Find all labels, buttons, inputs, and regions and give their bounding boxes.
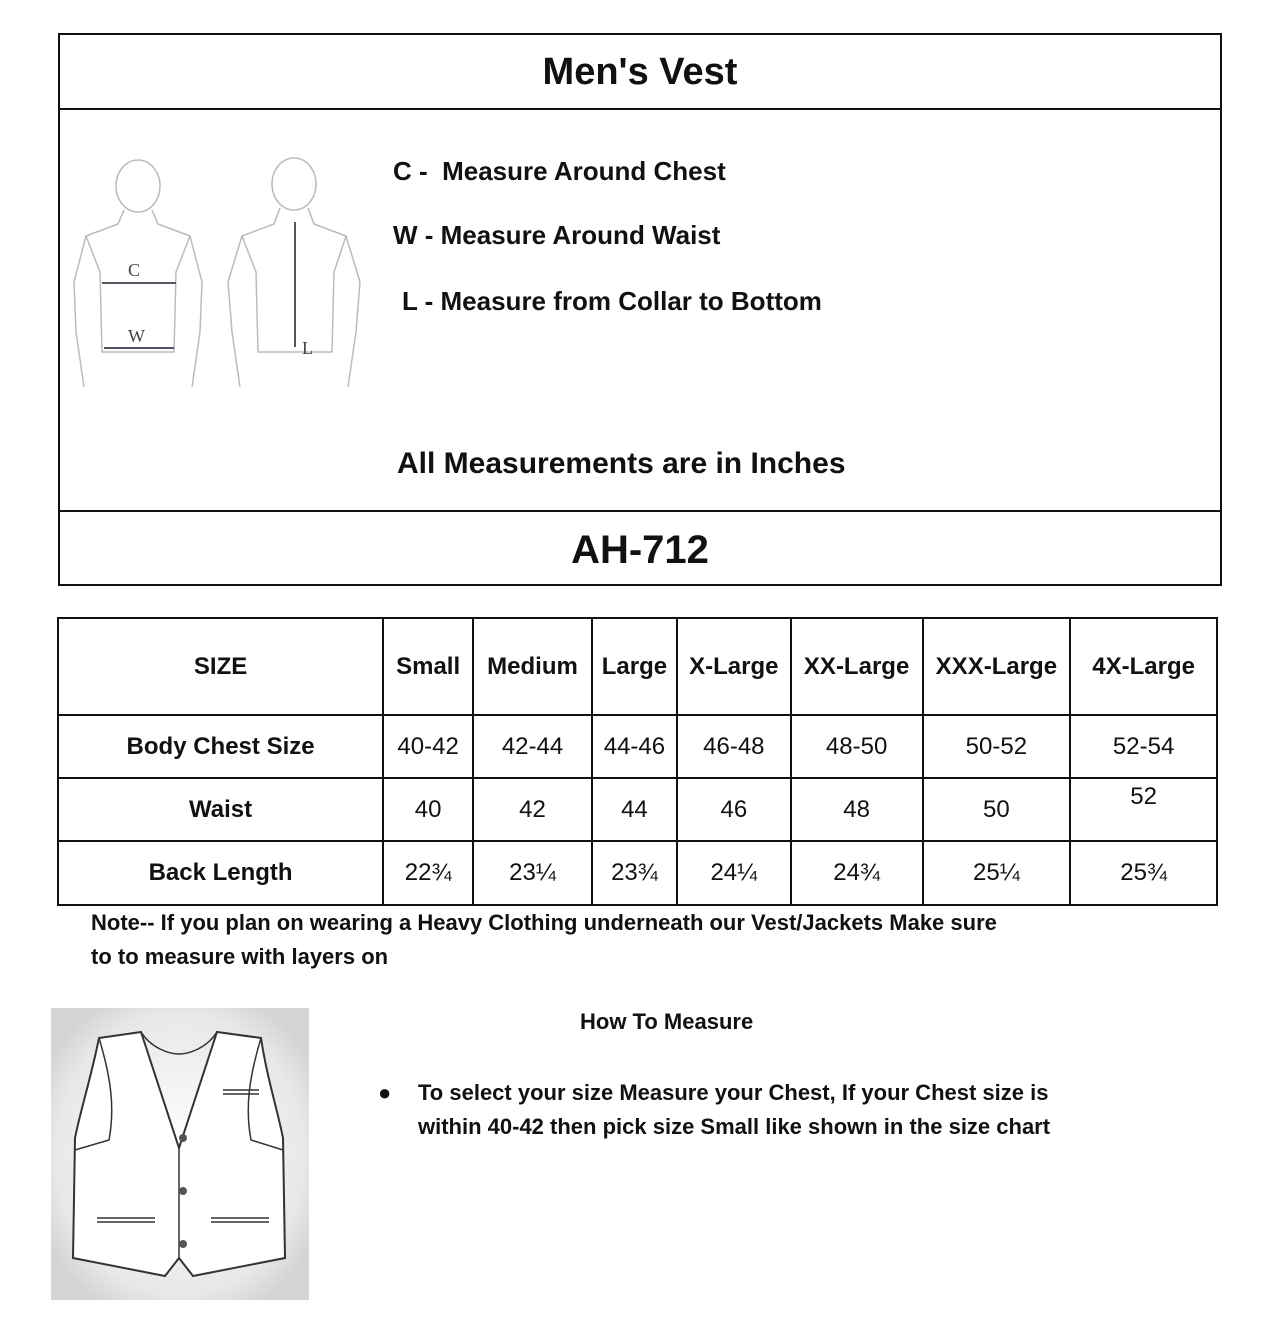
model-number: AH-712 bbox=[571, 528, 709, 572]
how-to-measure-instructions bbox=[418, 1076, 1178, 1144]
table-cell: 24¼ bbox=[677, 841, 791, 905]
table-row bbox=[58, 778, 1217, 841]
row-label: Waist bbox=[58, 778, 383, 841]
table-cell: 42-44 bbox=[473, 715, 592, 778]
table-cell: 25¼ bbox=[923, 841, 1071, 905]
table-cell: 40-42 bbox=[383, 715, 473, 778]
row-label: Back Length bbox=[58, 841, 383, 905]
note-line: Note-- If you plan on wearing a Heavy Clothing underneath our Vest/Jackets Make sure bbox=[91, 910, 997, 935]
chest-letter: C bbox=[128, 260, 141, 280]
table-cell: 24¾ bbox=[791, 841, 923, 905]
row-label: Body Chest Size bbox=[58, 715, 383, 778]
layering-note bbox=[91, 906, 1191, 974]
table-cell: 23¼ bbox=[473, 841, 592, 905]
table-cell: 46 bbox=[677, 778, 791, 841]
header-xx-large: XX-Large bbox=[791, 618, 923, 715]
table-cell: 25¾ bbox=[1070, 841, 1217, 905]
vest-illustration bbox=[51, 1008, 309, 1300]
model-box bbox=[58, 510, 1222, 586]
header-size: SIZE bbox=[58, 618, 383, 715]
header-small: Small bbox=[383, 618, 473, 715]
body-measurement-figure bbox=[66, 152, 376, 402]
note-line: to to measure with layers on bbox=[91, 944, 389, 969]
length-letter: L bbox=[302, 338, 313, 358]
table-cell: 50-52 bbox=[923, 715, 1071, 778]
title-box bbox=[58, 33, 1222, 110]
table-cell: 22¾ bbox=[383, 841, 473, 905]
table-cell: 40 bbox=[383, 778, 473, 841]
measure-chest-text: C - Measure Around Chest bbox=[393, 156, 726, 186]
table-cell: 52-54 bbox=[1070, 715, 1217, 778]
instruction-line: To select your size Measure your Chest, If your Chest size is bbox=[418, 1080, 1049, 1105]
units-note: All Measurements are in Inches bbox=[397, 447, 846, 480]
table-cell: 42 bbox=[473, 778, 592, 841]
table-row bbox=[58, 715, 1217, 778]
header-large: Large bbox=[592, 618, 677, 715]
table-row bbox=[58, 841, 1217, 905]
table-cell: 44-46 bbox=[592, 715, 677, 778]
table-cell: 44 bbox=[592, 778, 677, 841]
table-header-row bbox=[58, 618, 1217, 715]
table-cell: 46-48 bbox=[677, 715, 791, 778]
table-cell: 48 bbox=[791, 778, 923, 841]
table-cell: 48-50 bbox=[791, 715, 923, 778]
header-medium: Medium bbox=[473, 618, 592, 715]
header-4x-large: 4X-Large bbox=[1070, 618, 1217, 715]
measure-waist-text: W - Measure Around Waist bbox=[393, 220, 721, 250]
measure-box bbox=[58, 108, 1222, 512]
table-cell: 52 bbox=[1070, 778, 1217, 841]
how-to-measure-title: How To Measure bbox=[580, 1009, 754, 1034]
table-cell: 50 bbox=[923, 778, 1071, 841]
table-cell: 23¾ bbox=[592, 841, 677, 905]
instruction-line: within 40-42 then pick size Small like shown in the size chart bbox=[418, 1114, 1051, 1139]
measure-length-text: L - Measure from Collar to Bottom bbox=[402, 286, 822, 316]
waist-letter: W bbox=[128, 326, 145, 346]
header-x-large: X-Large bbox=[677, 618, 791, 715]
bullet-icon: ● bbox=[378, 1080, 392, 1105]
header-xxx-large: XXX-Large bbox=[923, 618, 1071, 715]
page-title: Men's Vest bbox=[542, 51, 738, 93]
size-chart-table bbox=[57, 617, 1218, 906]
